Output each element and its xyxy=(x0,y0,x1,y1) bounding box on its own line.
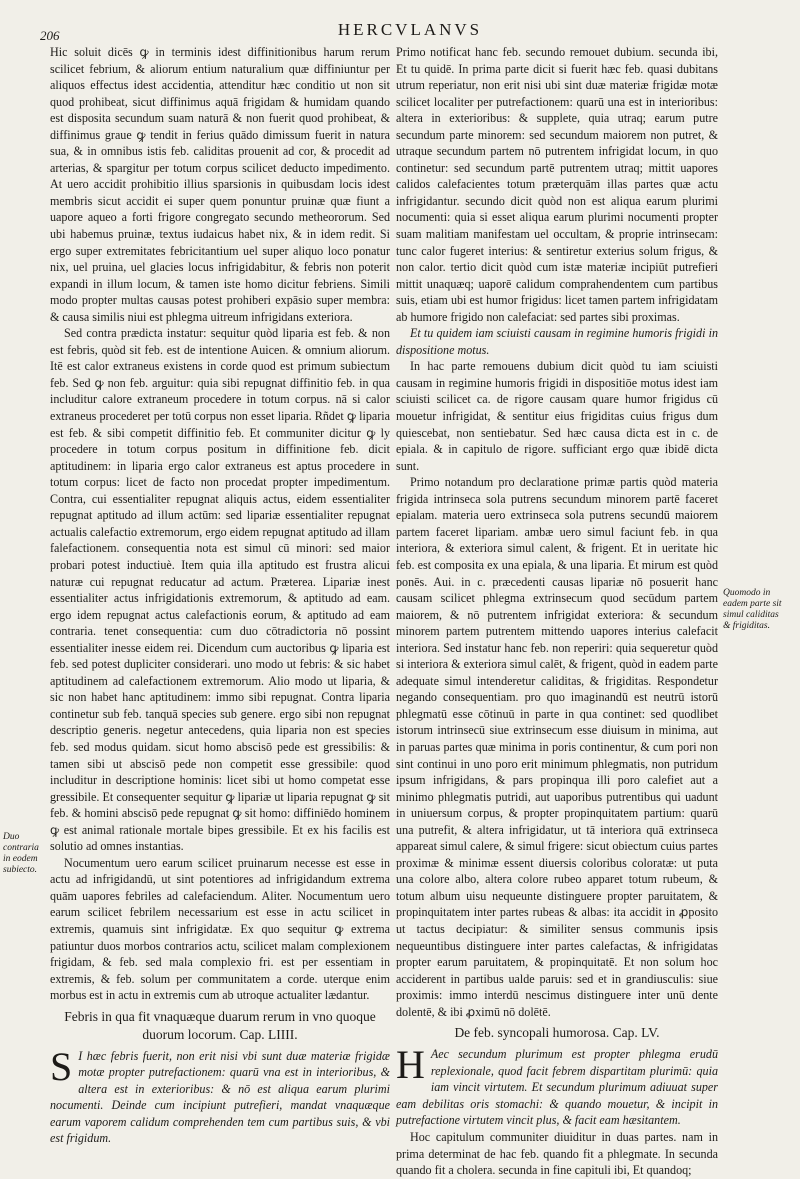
paragraph: Sed contra prædicta instatur: sequitur quòd liparia est feb. & non est febris, quòd sit feb. est de intentione Auicen. & omnium aliorum. Itē est calor extraneus existens in corde quod est primum subiectum feb. Sed ꝙ non feb. arguitur: quia sibi repugnat diffinitio feb. in qua includitur calore extraneum procedere in totum corpus. nā si calor extraneus procederet per totū corpus non esset liparia. Rñdet ꝙ liparia est feb. & sibi competit diffinitio feb. Et communiter dicitur ꝙ ly procedere in totum corpus positum in diffinitione feb. dicit aptitudinem: in liparia ergo calor extraneus est aptus procedere in totum corpus: licet de facto non procedat propter impedimentum. Contra, cui essentialiter repugnat aliquis actus, eidem essentialiter repugnat aptitudo ad illum actūm: sed lipariæ essentialiter repugnat actualis calefactio extremorum, ergo eidem repugnat aptitudo ad illam falefactionem. consequentia nota est simul cū minori: sed maior probari potest inductiuè. Item quia illa aptitudo est frustra alicui naturæ cui repugnat reducatur ad actum. Præterea. Lipariæ inest essentialiter actus infrigidationis extremorum, & aptitudo ad eam. ergo idem repugnat actus calefactionis eorum, & aptitudo ad eam contraria. tenet consequentia: cum duo cōtradictoria nō possint essentialiter inesse eidem rei. Dicendum cum auctoribus ꝙ liparia est feb. sed potest dupliciter considerari. uno modo ut febris: & sic habet aptitudinem ad calefactionem extremorum. Alio modo ut liparia, & sic non habet hanc aptitudinem: immo sibi repugnat. Contra liparia continetur sub feb. tanquā species sub genere. ergo sibi non repugnat descriptio generis. negetur antecedens, quia liparia non est species feb. sed modus quidam. sicut homo abscisō pede est gressibilis: & tamen sibi ut abscisō pede non competit esse gressibile: quod includitur in descriptione hominis: licet sibi ut homo competat esse gressibile. Et consequenter sequitur ꝙ lipariæ ut liparia repugnat ꝙ sit feb. & homini abscisō pede repugnat ꝙ sit homo: diffiniēdo hominem ꝙ est animal rationale mortale bipes gressibile. Et ex his facilis est solutio ad omnes instantias. xyxy=(50,326,390,854)
text-lemma: Et tu quidem iam sciuisti causam in regimine humoris frigidi in dispositione motus. xyxy=(396,326,718,357)
page-number: 206 xyxy=(40,28,60,43)
text-lemma xyxy=(396,1042,718,1129)
paragraph: Primo notandum pro declaratione primæ partis quòd materia frigida intrinseca sola putrens secundum minorem partē faceret epialam. materia uero extrinseca sola putrens secundū maiorem partem faceret lipariam. ambæ uero simul faciunt feb. in qua interiora, & exteriora simul calent, & frigent. Et in ueritate hic feb. est composita ex una epiala, & una liparia. Et mirum est quòd ponēs. Aui. in c. præcedenti causas lipariæ nō posuerit hanc causam scilicet phlegma extrinsecum quod secūdum partem maiorem, & nō putrentem infrigidat exteriora: & secundum minorem partem putrentem mittendo uapores interius calefacit interiora. Sed instatur hanc feb. non reperiri: quia sequeretur quòd si interiora & exteriora simul calēt, & frigent, quòd in eadem parte adequate simul intenderetur caliditas, & frigiditas. Respondetur negando consequentiam. pro quo imaginandū est neutrū istorū phlegmatū esse cōtinuū in parte in qua continet: sed quodlibet istorum intrinsecū siue extrinsecum esse diuisum in minima, aut in paruas partes quæ minima in poris continentur, & cum pori non sint continui in uno poro erit minimum phlegmatis, non putridum ipsum infrigidans, & pars propinqua illi poro calefiet aut a minimo phlegmatis putridi, aut uaporibus putrentibus qui uadunt in uniuersum corpus, & propter propinquitatem partium: quarū una putrefit, & altera infrigidatur, ut tā interiora quā extrinseca appareat simul calere, & simul frigere: sicut obiectum cuius partes proximæ & minimæ essent diuersis coloribus coloratæ: ut puta una colore albo, altera colore rubeo apparet totum rubeum, & totum album uisu nequeunte distinguere propter paruitatem, & propinquitatem inter partes rubeas & albas: ita accidit in ꝓposito ut tactus decipiatur: & similiter sensus communis ipsis nequeuntibus distinguere inter partes calefactas, & infrigidatas propter earum paruitatem, & propinquitatē. Et non solum hoc acciderent in partibus ualde paruis: sed et in grandiusculis: siue proximis: immo interdū nescimus distinguere inter unū dente dolentē, & ibi ꝓximū nō dolētē. xyxy=(396,475,718,1019)
drop-cap: S xyxy=(50,1043,73,1089)
left-column xyxy=(50,44,390,1147)
marginal-note-left: Duo contraria in eodem subiecto. xyxy=(3,832,39,875)
paragraph: In hac parte remouens dubium dicit quòd tu iam sciuisti causam in regimine humoris frigidi in dispositiōe motus idest iam sciuisti scilicet ca. de rigore causam quare humor frigidus cū mouetur infrigidat, & sentitur eius frigiditas cuius frigus dum quiescebat, non sentiebatur. Sed hæc causa dicta est in c. de epiala. & in capitulo de rigore. sufficiant ergo quæ ibidē dicta sunt. xyxy=(396,359,718,473)
right-column xyxy=(396,44,718,1179)
drop-cap: H xyxy=(396,1042,425,1088)
marginal-note-right: Quomodo in eadem parte sit simul caliditas & frigiditas. xyxy=(723,588,782,631)
text-lemma xyxy=(50,1043,390,1147)
paragraph: Nocumentum uero earum scilicet pruinarum necesse est esse in actu ad infrigidandū, ut sint potentiores ad infrigidandum extrema quām uapores febriles ad calefaciendum. Aliter. Nocumentum uero earum scilicet febrilem necessarium est esse in actu scilicet in extremis, quamuis sint infrigidatæ. Ex quo sequitur ꝙ extrema patiuntur duos morbos contrarios actu, scilicet malam complexionem frigidam, & feb. sed mala complexio fri. est per essentiam in extremis, & feb. solum per communitatem a corde. uterque enim morbus est in actu in extremis cum ab utroque actualiter lædantur. xyxy=(50,855,390,1003)
chapter-heading: Febris in qua fit vnaquæque duarum rerum in vno quoque duorum locorum. Cap. LIIII. xyxy=(64,1008,376,1042)
lemma-text: I hæc febris fuerit, non erit nisi vbi sunt duæ materiæ frigidæ motæ propter putrefactionem: quarū vna est in interioribus, & altera est in exterioribus: & nō est aliqua earum plurimi nocumenti. Deinde cum incipiunt putrefieri, mandat vnaquæque earum vaporem calidum comprehenden tem cum partibus suis, & vbi est frigidum. xyxy=(50,1048,390,1146)
chapter-heading: De feb. syncopali humorosa. Cap. LV. xyxy=(454,1025,660,1041)
paragraph: Hoc capitulum communiter diuiditur in duas partes. nam in prima determinat de hac feb. quando fit a phlegmate. In secunda quando fit a cholera. secunda in fine capituli ibi, Et quandoq; xyxy=(396,1130,718,1178)
lemma-text: Aec secundum plurimum est propter phlegma erudū replexionale, quod facit febrem dispartitam plurimū: quia iam vincit virtutem. Et secundum plurimum adiuuat super eam debilitas oris stomachi: & quando mouetur, & incipit in putrefactione virtutem vincit plus, & facit eam hæsitantem. xyxy=(396,1047,718,1128)
paragraph: Primo notificat hanc feb. secundo remouet dubium. secunda ibi, Et tu quidē. In prima parte dicit si fuerit hæc feb. quasi dubitans utrum reperiatur, non erit nisi ubi sint duæ materiæ frigidæ motæ scilicet localiter per putrefactionem: quarū una est in interioribus: altera in exterioribus: & supplete, quia utraq; earum putre secundum parte minorem: sed secundum maiorem non putret, & utraque secundum partem nō putrentem infrigidat locum, in quo continetur: sed secundum partē putrentem utraq; mittit uapores calidos calefacientes totum præterquām illas partes quæ actu infrigidantur. secundo dicit quòd non est aliqua earum plurimi nocumenti: quia si esset aliqua earum plurimi nocumenti propter suam malitiam manifestam uel occultam, & proprie intrinsecam: tunc calor fugeret interius: & sentiretur exterius solum frigus, & non calor. tertio dicit quòd cum istæ materiæ incipiūt putrefieri mittit unaquæq; uaporē calidum comprahendentem cum partibus suis, etiam ubi est humor frigidus: licet tamen partem infrigidatam ab humore frigido non calefaciat: sed partes sibi proximas. xyxy=(396,45,718,324)
running-head: HERCVLANVS xyxy=(337,20,483,39)
paragraph: Hic soluit dicēs ꝙ in terminis idest diffinitionibus harum rerum scilicet febrium, & aliorum entium naturalium quæ diffiniuntur per aliquos effectus idest accidentia, attenditur hæc conditio ut non sit quod prohibeat, sicut diffinimus aquā frigidam & humidam quando est disposita secundum suam naturā & non fuerit quod prohibeat, & diffinimus graue ꝙ tendit in ferius quādo dimissum fuerit in natura sua, & in omnibus istis feb. caliditas prouenit ad cor, & procedit ad arterias, & spargitur per totum corpus scilicet deducto impedimento. At uero accidit prohibitio illius sparsionis in quibusdam locis idest membris sicut accidit ei super quem ponuntur pruinæ quæ fiunt a uapore aqueo a forti frigore congregato secundo metheororum. Sed ubi habemus pruinæ, textus iudaicus habet nix, & in idem redit. Si ergo super extremitates febricitantium uel super aliquo loco ponatur nix, uel pruina, uel glacies locus infrigidabitur, & febris non poterit expandi in illum locum, & tamen iste homo dicitur febriens. Simili modo propter multas causas potest prohiberi expāsio super membra: & causa similis niui est phlegma uitreum infrigidans exteriora. xyxy=(50,45,390,324)
